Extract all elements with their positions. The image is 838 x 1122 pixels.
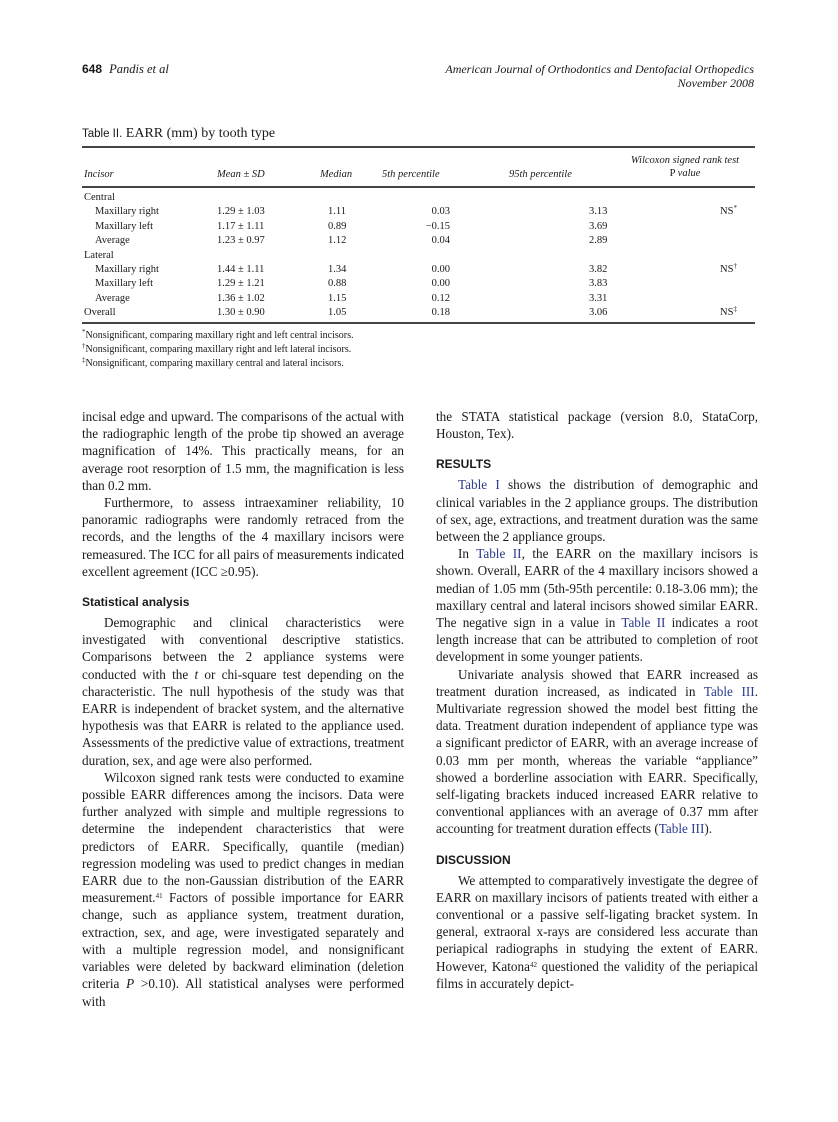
cell-median: 1.11 xyxy=(328,206,346,218)
cell-median: 1.12 xyxy=(328,235,347,247)
footnote: ‡Nonsignificant, comparing maxillary central and lateral incisors. xyxy=(82,356,344,369)
cell-p5: 0.03 xyxy=(431,206,450,218)
table-footnotes xyxy=(82,329,353,371)
table-row xyxy=(82,292,755,306)
paragraph: Demographic and clinical characteristics were investigated with conventional descriptive statistics. Comparisons between the 2 appliance systems were conducted with the t or chi-square test depending on the characteristic. The null hypothesis of the study was that EARR is independent of bracket system, and the alternative hypothesis was that EARR is related to the appliance used. Assessments of the predictive value of extractions, treatment duration, sex, and age were also performed. xyxy=(82,615,405,768)
cell-incisor: Maxillary left xyxy=(95,220,154,232)
table-header xyxy=(82,150,755,184)
cell-p-value: NS† xyxy=(720,261,737,275)
header-left xyxy=(82,62,169,77)
col-header-wilcoxon xyxy=(615,154,755,180)
cell-p95: 3.69 xyxy=(589,220,608,232)
cell-incisor: Lateral xyxy=(84,249,114,261)
cell-incisor: Average xyxy=(95,235,130,247)
cell-incisor: Maxillary right xyxy=(95,206,159,218)
paragraph: the STATA statistical package (version 8.0, StataCorp, Houston, Tex). xyxy=(436,409,758,442)
cell-median: 0.89 xyxy=(328,220,347,232)
cell-mean-sd: 1.36 ± 1.02 xyxy=(217,292,265,304)
table-header-rule xyxy=(82,186,755,188)
paragraph: We attempted to comparatively investigate the degree of EARR on maxillary incisors of patients treated with either a conventional or a passive self-ligating bracket system. In general, extraoral x-rays are considered less accurate than periapical radiographs in studying the extent of EARR. However, Katona$^{42}$ questioned the validity of the periapical films in accurately depict- xyxy=(436,872,758,991)
col-header-p-value: P value xyxy=(669,168,701,179)
cell-incisor: Average xyxy=(95,292,130,304)
table-caption xyxy=(82,126,275,142)
section-heading-discussion: DISCUSSION xyxy=(436,852,511,867)
table-row xyxy=(82,191,755,205)
cell-median: 1.34 xyxy=(328,263,347,275)
cell-p95: 3.82 xyxy=(589,263,608,275)
paragraph: In Table II, the EARR on the maxillary incisors is shown. Overall, EARR of the 4 maxillary incisors showed a median of 1.05 mm (5th-95th percentile: 0.18-3.06 mm); the maxillary central and lateral incisors showed similar EARR. The negative sign in a value in Table II indicates a root length increase that can be attributed to completion of root development in some younger patients. xyxy=(436,546,759,665)
table-top-rule xyxy=(82,146,755,148)
cell-median: 0.88 xyxy=(328,278,347,290)
cell-p5: −0.15 xyxy=(425,220,450,232)
link-table-iii[interactable]: Table III xyxy=(658,821,705,837)
running-header xyxy=(82,62,754,98)
cell-mean-sd: 1.44 ± 1.11 xyxy=(217,263,265,275)
cell-p5: 0.12 xyxy=(431,292,450,304)
table-row xyxy=(82,263,755,277)
cell-mean-sd: 1.29 ± 1.03 xyxy=(217,206,265,218)
footnote: *Nonsignificant, comparing maxillary right and left central incisors. xyxy=(82,328,354,341)
cell-p5: 0.04 xyxy=(431,235,450,247)
header-right xyxy=(445,62,754,90)
cell-mean-sd: 1.17 ± 1.11 xyxy=(217,220,265,232)
table-label: Table II. xyxy=(82,128,123,140)
cell-incisor: Maxillary right xyxy=(95,263,159,275)
table-row xyxy=(82,306,755,320)
cell-p5: 0.00 xyxy=(431,263,450,275)
reference-42[interactable]: 42 xyxy=(529,960,537,969)
left-column xyxy=(82,408,404,1010)
col-header-wilcoxon-line1: Wilcoxon signed rank test xyxy=(630,155,740,166)
right-column xyxy=(436,408,758,992)
cell-mean-sd: 1.29 ± 1.21 xyxy=(217,278,265,290)
cell-p95: 2.89 xyxy=(589,235,608,247)
cell-incisor: Maxillary left xyxy=(95,278,154,290)
table-title: EARR (mm) by tooth type xyxy=(125,126,276,141)
section-heading-results: RESULTS xyxy=(436,457,492,472)
journal-name: American Journal of Orthodontics and Dentofacial Orthopedics xyxy=(445,62,754,76)
col-header-median: Median xyxy=(320,169,353,180)
link-table-iii[interactable]: Table III xyxy=(703,683,755,699)
cell-p-value: NS‡ xyxy=(720,305,737,319)
paragraph: Wilcoxon signed rank tests were conducted to examine possible EARR differences among the incisors. Data were further analyzed with simple and multiple regressions to determine the independent characteristics that were predictors of EARR. Specifically, quantile (median) regression modeling was used to predict changes in median EARR due to the non-Gaussian distribution of the EARR measurement.$^{41}$ Factors of possible importance for EARR change, such as appliance system, treatment duration, extraction, sex, and age, were investigated separately and with a multiple regression model, and nonsignificant variables were deleted by backward elimination (deletion criteria P >0.10). All statistical analyses were performed with xyxy=(82,769,404,1009)
link-table-ii[interactable]: Table II xyxy=(621,615,666,631)
cell-incisor: Central xyxy=(84,192,115,203)
cell-p5: 0.18 xyxy=(431,307,450,319)
col-header-incisor: Incisor xyxy=(84,169,114,180)
reference-41[interactable]: 41 xyxy=(155,892,163,901)
table-row xyxy=(82,205,755,219)
cell-mean-sd: 1.30 ± 0.90 xyxy=(217,307,265,319)
paragraph: Univariate analysis showed that EARR increased as treatment duration increased, as indicated in Table III. Multivariate regression showed the model best fitting the data. Treatment duration independent of appliance type was a significant predictor of EARR, with an average increase of 0.03 mm per month, whereas the variable “appliance” showed a borderline association with EARR. Specifically, self-ligating brackets induced increased EARR relative to conventional appliances with an average of 0.37 mm after accounting for treatment duration effects (Table III). xyxy=(436,666,758,837)
table-row xyxy=(82,234,755,248)
col-header-mean-sd: Mean ± SD xyxy=(217,169,265,180)
paragraph: incisal edge and upward. The comparisons of the actual with the radiographic length of the probe tip showed an average magnification of 14%. This practically means, for an average root resorption of 1.5 mm, the magnification is less than 0.2 mm. xyxy=(82,409,404,493)
cell-p5: 0.00 xyxy=(431,278,450,290)
cell-p95: 3.13 xyxy=(589,206,608,218)
table-row xyxy=(82,249,755,263)
cell-p95: 3.06 xyxy=(589,307,608,319)
paragraph: Table I shows the distribution of demographic and clinical variables in the 2 appliance groups. The distribution of sex, age, extractions, and treatment duration was the same between the 2 appliance groups. xyxy=(436,477,759,545)
table-body xyxy=(82,191,755,321)
cell-p95: 3.83 xyxy=(589,278,608,290)
cell-mean-sd: 1.23 ± 0.97 xyxy=(217,235,265,247)
col-header-p5: 5th percentile xyxy=(382,169,440,180)
paragraph: Furthermore, to assess intraexaminer reliability, 10 panoramic radiographs were randomly retraced from the records, and the lengths of the 4 maxillary incisors were remeasured. The ICC for all pairs of measurements indicated excellent agreement (ICC ≥0.95). xyxy=(82,495,404,579)
author-line: Pandis et al xyxy=(109,62,169,76)
col-header-p95: 95th percentile xyxy=(509,169,572,180)
issue-date: November 2008 xyxy=(677,76,754,90)
link-table-i[interactable]: Table I xyxy=(458,477,500,493)
cell-p-value: NS* xyxy=(720,204,737,218)
table-row xyxy=(82,220,755,234)
cell-incisor: Overall xyxy=(84,307,116,319)
footnote: †Nonsignificant, comparing maxillary right and left lateral incisors. xyxy=(82,342,352,355)
cell-median: 1.05 xyxy=(328,307,347,319)
section-heading-statistical-analysis: Statistical analysis xyxy=(82,595,190,610)
link-table-ii[interactable]: Table II xyxy=(476,546,522,562)
cell-median: 1.15 xyxy=(328,292,347,304)
table-row xyxy=(82,277,755,291)
table-bottom-rule xyxy=(82,322,755,324)
page-number: 648 xyxy=(82,62,103,76)
cell-p95: 3.31 xyxy=(589,292,608,304)
